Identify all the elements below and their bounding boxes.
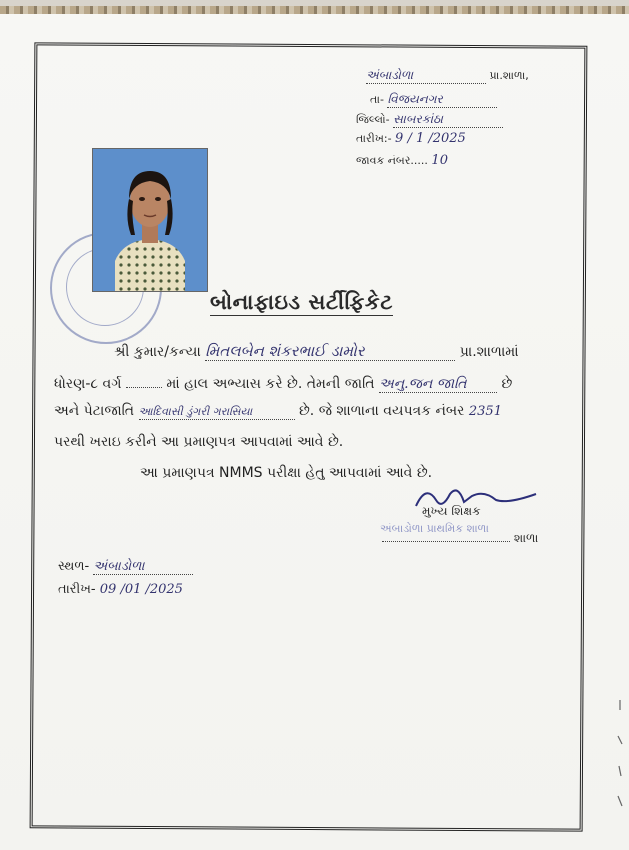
school-suffix: પ્રા.શાળા, [489, 69, 529, 82]
school-name-blank [382, 541, 510, 542]
line1-suffix: પ્રા.શાળામાં [459, 344, 519, 360]
body-line-4: પરથી ખરાઇ કરીને આ પ્રમાણપત્ર આપવામાં આવે છે. [54, 434, 344, 450]
outward-label: જાવક નંબર..... [356, 154, 428, 167]
village-value: અંબાડોળા [366, 68, 486, 84]
signature-school-line [382, 531, 538, 546]
district-label: જિલ્લો- [356, 113, 390, 126]
footer-date-value: 09 /01 /2025 [99, 582, 183, 597]
line2-suffix: છે [501, 376, 513, 392]
body-line-1 [114, 342, 519, 361]
date-value: 9 / 1 /2025 [395, 131, 466, 146]
certificate-title: બોનાફાઇડ સર્ટીફિકેટ [210, 290, 393, 314]
footer-date-label: તારીખ- [58, 582, 96, 597]
body-line-3 [54, 403, 502, 420]
standard-label: ધોરણ-૮ વર્ગ [54, 376, 122, 392]
studying-text: માં હાલ અભ્યાસ કરે છે. તેમની જાતિ [166, 376, 375, 392]
outward-value: 10 [431, 153, 448, 168]
top-edge-strip [0, 6, 629, 14]
footer-date-line [58, 582, 183, 597]
edge-scribble-icon [612, 696, 626, 816]
register-text: છે. જે શાળાના વયપત્રક નંબર [298, 403, 465, 419]
principal-role: મુખ્ય શિક્ષક [422, 504, 481, 518]
student-name: મિતલબેન શંકરભાઈ ડામોર [205, 342, 455, 361]
student-portrait-icon [93, 149, 207, 291]
header-district-line [356, 112, 503, 128]
body-line-5: આ પ્રમાણપત્ર NMMS પરીક્ષા હેતુ આપવામાં આવે છે. [140, 465, 433, 481]
district-value: સાબરકાંઠા [393, 112, 503, 128]
taluka-value: વિજયનગર [387, 92, 497, 108]
body-line-2 [54, 376, 512, 393]
student-prefix: શ્રી કુમાર/કન્યા [114, 344, 201, 360]
place-value: અંબાડોળા [93, 559, 193, 575]
place-label: સ્થળ- [58, 559, 90, 574]
signature-school-suffix: શાળા [513, 531, 539, 545]
school-seal-text: અંબાડોળા પ્રાથમિક શાળા [380, 522, 489, 535]
subcaste-label: અને પેટાજાતિ [54, 403, 135, 419]
header-outward-line [356, 153, 448, 168]
taluka-label: તા- [370, 93, 384, 106]
header-village-line [366, 68, 529, 84]
adjacent-page-edge [612, 696, 626, 816]
register-number: 2351 [468, 404, 502, 419]
place-line [58, 559, 193, 575]
header-taluka-line [370, 92, 497, 108]
header-date-line [356, 131, 466, 146]
subcaste-value: આદિવાસી ડુંગરી ગરાસિયા [139, 405, 295, 420]
student-photo [92, 148, 208, 292]
caste-value: અનુ.જન જાતિ [379, 376, 497, 393]
class-blank [126, 387, 162, 388]
date-label: તારીખ:- [356, 132, 392, 145]
certificate-page [0, 6, 629, 850]
